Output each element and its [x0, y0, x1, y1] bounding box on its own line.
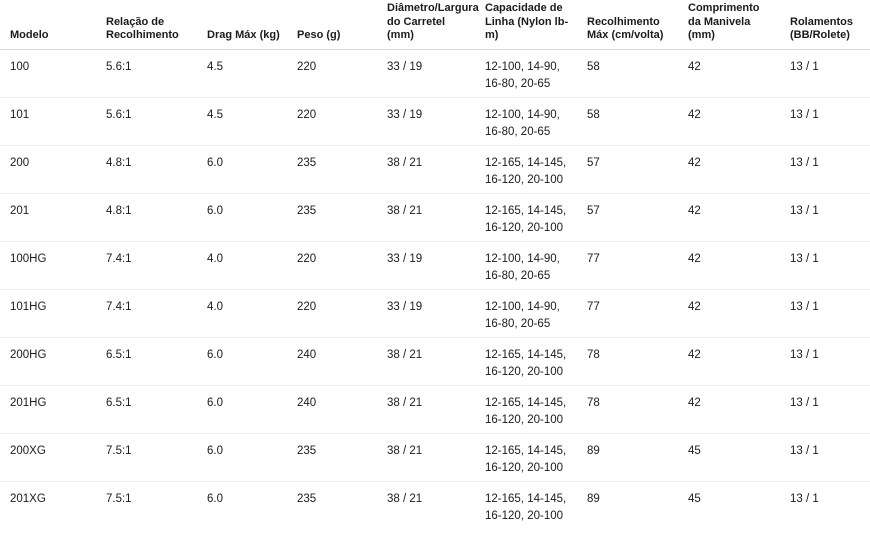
- column-header-modelo: Modelo: [0, 0, 96, 49]
- cell-capacidade-linha: 12-165, 14-145, 16-120, 20-100: [475, 145, 577, 193]
- cell-relacao-recolhimento: 7.5:1: [106, 492, 132, 505]
- table-row-101: [0, 97, 870, 145]
- cell-recolhimento-max: 57: [577, 193, 678, 241]
- cell-relacao-recolhimento: 5.6:1: [96, 49, 197, 97]
- column-header-diametro-largura: Diâmetro/Largura do Carretel (mm): [377, 0, 475, 49]
- cell-drag-max: 4.5: [197, 97, 287, 145]
- cell-peso: 220: [287, 289, 377, 337]
- cell-drag-max: 6.0: [197, 337, 287, 385]
- cell-relacao-recolhimento: 6.5:1: [96, 337, 197, 385]
- cell-modelo: 100HG: [0, 241, 96, 289]
- table-row-200hg: [0, 337, 870, 385]
- cell-capacidade-linha: 12-165, 14-145, 16-120, 20-100: [485, 492, 567, 522]
- column-header-drag-max: Drag Máx (kg): [197, 0, 287, 49]
- table-row-201: [0, 193, 870, 241]
- cell-recolhimento-max: 89: [577, 433, 678, 481]
- table-row-200xg: [0, 433, 870, 481]
- cell-capacidade-linha: 12-100, 14-90, 16-80, 20-65: [475, 49, 577, 97]
- cell-diametro-largura: 33 / 19: [377, 97, 475, 145]
- cell-peso: 220: [287, 49, 377, 97]
- cell-peso: 235: [287, 145, 377, 193]
- cell-recolhimento-max: 78: [577, 385, 678, 433]
- cell-rolamentos: 13 / 1: [780, 337, 870, 385]
- table-row-101hg: [0, 289, 870, 337]
- cell-modelo: 201HG: [0, 385, 96, 433]
- cell-drag-max: 4.0: [197, 241, 287, 289]
- cell-drag-max: 6.0: [197, 145, 287, 193]
- cell-diametro-largura: 38 / 21: [377, 385, 475, 433]
- cell-rolamentos: 13 / 1: [780, 433, 870, 481]
- cell-peso: 220: [287, 241, 377, 289]
- cell-rolamentos: 13 / 1: [780, 241, 870, 289]
- cell-rolamentos: 13 / 1: [780, 193, 870, 241]
- cell-capacidade-linha: 12-165, 14-145, 16-120, 20-100: [475, 193, 577, 241]
- cell-diametro-largura: 38 / 21: [377, 145, 475, 193]
- cell-diametro-largura: 33 / 19: [377, 49, 475, 97]
- cell-diametro-largura: 38 / 21: [377, 337, 475, 385]
- cell-recolhimento-max: 77: [577, 241, 678, 289]
- column-header-relacao-recolhimento: Relação de Recolhimento: [96, 0, 197, 49]
- cell-peso: 240: [287, 385, 377, 433]
- cell-comprimento-manivela: 42: [678, 145, 780, 193]
- cell-rolamentos: 13 / 1: [780, 49, 870, 97]
- column-header-peso: Peso (g): [287, 0, 377, 49]
- cell-capacidade-linha: 12-165, 14-145, 16-120, 20-100: [475, 433, 577, 481]
- cell-modelo: 100: [0, 49, 96, 97]
- cell-comprimento-manivela: 42: [678, 193, 780, 241]
- cell-modelo: 101HG: [0, 289, 96, 337]
- cell-recolhimento-max: 58: [577, 97, 678, 145]
- cell-rolamentos: 13 / 1: [780, 385, 870, 433]
- table-row-200: [0, 145, 870, 193]
- cell-relacao-recolhimento: 7.4:1: [96, 241, 197, 289]
- cell-rolamentos: 13 / 1: [780, 145, 870, 193]
- cell-rolamentos: 13 / 1: [780, 289, 870, 337]
- column-header-recolhimento-max: Recolhimento Máx (cm/volta): [577, 0, 678, 49]
- cell-comprimento-manivela: 42: [678, 289, 780, 337]
- cell-relacao-recolhimento: 4.8:1: [96, 193, 197, 241]
- cell-relacao-recolhimento: 7.4:1: [96, 289, 197, 337]
- cell-modelo: 201: [0, 193, 96, 241]
- cell-peso: 235: [287, 433, 377, 481]
- cell-recolhimento-max: 57: [577, 145, 678, 193]
- cell-modelo: 200: [0, 145, 96, 193]
- cell-capacidade-linha: 12-165, 14-145, 16-120, 20-100: [475, 385, 577, 433]
- cell-rolamentos: 13 / 1: [790, 492, 819, 505]
- cell-modelo: 200XG: [0, 433, 96, 481]
- cell-peso: 235: [297, 492, 317, 505]
- cell-drag-max: 6.0: [197, 385, 287, 433]
- cell-comprimento-manivela: 42: [678, 241, 780, 289]
- table-row-201xg: [0, 481, 870, 529]
- table-header-row: [0, 0, 870, 49]
- cell-capacidade-linha: 12-100, 14-90, 16-80, 20-65: [475, 289, 577, 337]
- cell-comprimento-manivela: 42: [678, 337, 780, 385]
- cell-relacao-recolhimento: 4.8:1: [96, 145, 197, 193]
- cell-recolhimento-max: 78: [577, 337, 678, 385]
- cell-diametro-largura: 33 / 19: [377, 241, 475, 289]
- cell-capacidade-linha: 12-165, 14-145, 16-120, 20-100: [475, 337, 577, 385]
- cell-relacao-recolhimento: 5.6:1: [96, 97, 197, 145]
- cell-recolhimento-max: 77: [577, 289, 678, 337]
- cell-capacidade-linha: 12-100, 14-90, 16-80, 20-65: [475, 97, 577, 145]
- cell-diametro-largura: 38 / 21: [377, 193, 475, 241]
- cell-comprimento-manivela: 45: [678, 433, 780, 481]
- table-row-100hg: [0, 241, 870, 289]
- column-header-capacidade-linha: Capacidade de Linha (Nylon lb-m): [475, 0, 577, 49]
- table-row-201hg: [0, 385, 870, 433]
- column-header-rolamentos: Rolamentos (BB/Rolete): [780, 0, 870, 49]
- cell-diametro-largura: 33 / 19: [377, 289, 475, 337]
- cell-peso: 240: [287, 337, 377, 385]
- cell-drag-max: 6.0: [197, 433, 287, 481]
- column-header-comprimento-manivela: Comprimento da Manivela (mm): [678, 0, 780, 49]
- cell-peso: 220: [287, 97, 377, 145]
- cell-drag-max: 4.5: [197, 49, 287, 97]
- cell-capacidade-linha: 12-100, 14-90, 16-80, 20-65: [475, 241, 577, 289]
- cell-comprimento-manivela: 42: [678, 49, 780, 97]
- cell-relacao-recolhimento: 7.5:1: [96, 433, 197, 481]
- cell-peso: 235: [287, 193, 377, 241]
- cell-recolhimento-max: 89: [587, 492, 600, 505]
- cell-diametro-largura: 38 / 21: [387, 492, 423, 505]
- cell-comprimento-manivela: 42: [678, 385, 780, 433]
- cell-modelo: 200HG: [0, 337, 96, 385]
- cell-drag-max: 4.0: [197, 289, 287, 337]
- cell-diametro-largura: 38 / 21: [377, 433, 475, 481]
- cell-recolhimento-max: 58: [577, 49, 678, 97]
- table-row-100: [0, 49, 870, 97]
- cell-modelo: 201XG: [10, 492, 46, 505]
- cell-comprimento-manivela: 45: [688, 492, 701, 505]
- cell-relacao-recolhimento: 6.5:1: [96, 385, 197, 433]
- cell-modelo: 101: [0, 97, 96, 145]
- cell-drag-max: 6.0: [207, 492, 223, 505]
- cell-comprimento-manivela: 42: [678, 97, 780, 145]
- cell-rolamentos: 13 / 1: [780, 97, 870, 145]
- cell-drag-max: 6.0: [197, 193, 287, 241]
